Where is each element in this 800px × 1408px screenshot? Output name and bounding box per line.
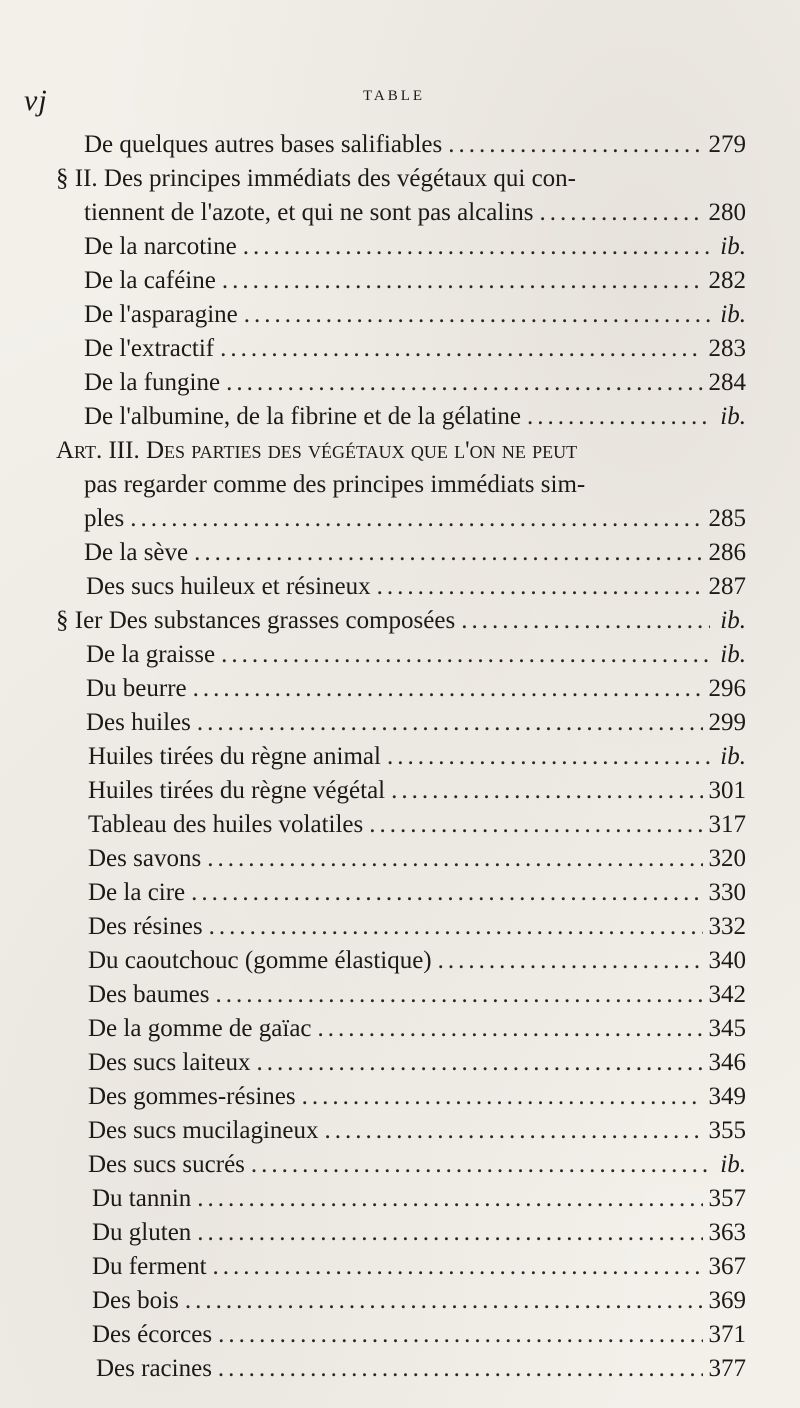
toc-entry-page: 377 [708, 1355, 746, 1382]
toc-entry-title: Des gommes-résines [88, 1083, 296, 1110]
toc-entry [86, 672, 746, 706]
toc-entry [88, 1012, 746, 1046]
toc-entry [84, 230, 746, 264]
toc-entry [88, 774, 746, 808]
toc-entry-title: Du tannin [92, 1185, 192, 1212]
toc-entry-page: 287 [708, 573, 746, 600]
toc-entry-page: ib. [720, 403, 746, 430]
leader-dots [222, 264, 703, 298]
toc-entry [96, 1352, 746, 1386]
leader-dots [540, 196, 703, 230]
leader-dots [191, 876, 702, 910]
leader-dots [130, 502, 702, 536]
leader-dots [527, 400, 710, 434]
leader-dots [243, 230, 710, 264]
toc-entry [92, 1182, 746, 1216]
leader-dots [197, 1182, 702, 1216]
toc-entry-title: Des baumes [88, 981, 210, 1008]
leader-dots [197, 1216, 702, 1250]
toc-entry-title: Des savons [88, 845, 202, 872]
leader-dots [209, 910, 703, 944]
toc-entry [86, 570, 746, 604]
toc-entry-title: tiennent de l'azote, et qui ne sont pas alcalins [84, 199, 534, 226]
toc-entry [92, 1250, 746, 1284]
toc-entry [84, 128, 746, 162]
leader-dots [226, 366, 702, 400]
toc-entry-page: 340 [708, 947, 746, 974]
toc-entry [86, 706, 746, 740]
toc-entry-page: 345 [708, 1015, 746, 1042]
toc-entry-page: 286 [708, 539, 746, 566]
leader-dots [391, 774, 702, 808]
toc-entry-title: Du caoutchouc (gomme élastique) [88, 947, 432, 974]
toc-entry-title: Des bois [92, 1287, 179, 1314]
leader-dots [213, 1250, 703, 1284]
toc-entry [84, 332, 746, 366]
leader-dots [216, 978, 703, 1012]
toc-entry-page: 346 [708, 1049, 746, 1076]
toc-entry-page: ib. [720, 301, 746, 328]
toc-entry-page: ib. [720, 607, 746, 634]
leader-dots [302, 1080, 703, 1114]
toc-entry [84, 264, 746, 298]
toc-entry-title: De la sève [84, 539, 189, 566]
leader-dots [220, 332, 702, 366]
toc-entry-title: Des racines [96, 1355, 212, 1382]
toc-entry-title: Art. III. Des parties des végétaux que l'on ne peut [56, 437, 578, 464]
toc-entry-title: De la gomme de gaïac [88, 1015, 312, 1042]
leader-dots [251, 1148, 710, 1182]
toc-entry [88, 1114, 746, 1148]
leader-dots [377, 570, 703, 604]
toc-entry-title: § Ier Des substances grasses composées [56, 607, 456, 634]
leader-dots [221, 638, 710, 672]
toc-entry-title: Des sucs laiteux [88, 1049, 251, 1076]
leader-dots [194, 536, 702, 570]
toc-entry [92, 1284, 746, 1318]
toc-entry-page: 301 [708, 777, 746, 804]
toc-entry-page: ib. [720, 233, 746, 260]
toc-entry-page: 279 [708, 131, 746, 158]
toc-entry [92, 1216, 746, 1250]
toc-entry [88, 910, 746, 944]
toc-entry [84, 196, 746, 230]
leader-dots [325, 1114, 703, 1148]
toc-entry-page: 284 [708, 369, 746, 396]
toc-entry [84, 536, 746, 570]
toc-entry-title: De l'albumine, de la fibrine et de la gélatine [84, 403, 521, 430]
toc-entry-page: 282 [708, 267, 746, 294]
toc-entry-page: 330 [708, 879, 746, 906]
toc-entry-page: 349 [708, 1083, 746, 1110]
toc-entry-title: Des résines [88, 913, 203, 940]
leader-dots [448, 128, 702, 162]
leader-dots [244, 298, 710, 332]
toc-entry-title: Du gluten [92, 1219, 192, 1246]
toc-entry-title: Huiles tirées du règne animal [88, 743, 381, 770]
toc-entry [56, 604, 746, 638]
leader-dots [185, 1284, 703, 1318]
toc-entry-page: 317 [708, 811, 746, 838]
toc-entry [88, 808, 746, 842]
toc-entry-page: 355 [708, 1117, 746, 1144]
leader-dots [218, 1318, 702, 1352]
leader-dots [318, 1012, 703, 1046]
toc-entry-page: 280 [708, 199, 746, 226]
toc-entry-page: 371 [708, 1321, 746, 1348]
toc-entry-title: De quelques autres bases salifiables [84, 131, 443, 158]
toc-entry-page: 285 [708, 505, 746, 532]
toc-entry-page: 357 [708, 1185, 746, 1212]
toc-entry-page: 299 [708, 709, 746, 736]
toc-entry-title: Des écorces [92, 1321, 213, 1348]
toc-entry-title: De la graisse [86, 641, 216, 668]
toc-entry-title: ples [84, 505, 125, 532]
toc-entry [88, 876, 746, 910]
toc-entry [88, 842, 746, 876]
leader-dots [256, 1046, 702, 1080]
toc-entry-page: 367 [708, 1253, 746, 1280]
toc-section-heading [56, 162, 576, 196]
toc-entry-page: ib. [720, 743, 746, 770]
toc-entry [88, 1046, 746, 1080]
toc-entry-title: pas regarder comme des principes immédiats sim- [84, 471, 586, 498]
toc-entry-title: De l'asparagine [84, 301, 238, 328]
toc-entry-title: Des sucs sucrés [88, 1151, 245, 1178]
toc-entry [84, 400, 746, 434]
leader-dots [387, 740, 710, 774]
toc-entry [84, 366, 746, 400]
leader-dots [197, 706, 703, 740]
toc-entry-continuation [84, 468, 585, 502]
toc-entry-page: 320 [708, 845, 746, 872]
toc-entry-title: De l'extractif [84, 335, 215, 362]
toc-entry-page: 369 [708, 1287, 746, 1314]
toc-entry-title: Tableau des huiles volatiles [88, 811, 364, 838]
toc-entry [88, 978, 746, 1012]
leader-dots [461, 604, 710, 638]
toc-entry [88, 944, 746, 978]
leader-dots [193, 672, 703, 706]
toc-entry [84, 502, 746, 536]
leader-dots [207, 842, 702, 876]
toc-entry [92, 1318, 746, 1352]
page-number: vj [24, 84, 48, 117]
toc-entry-title: Des sucs huileux et résineux [86, 573, 371, 600]
leader-dots [218, 1352, 703, 1386]
toc-entry [84, 298, 746, 332]
toc-entry [86, 638, 746, 672]
toc-entry-title: Des sucs mucilagineux [88, 1117, 319, 1144]
toc-entry-title: Des huiles [86, 709, 191, 736]
toc-entry-page: 296 [708, 675, 746, 702]
toc-entry-page: 332 [708, 913, 746, 940]
running-title: TABLE [362, 88, 426, 104]
leader-dots [438, 944, 703, 978]
toc-entry-title: Du beurre [86, 675, 187, 702]
toc-entry-title: § II. Des principes immédiats des végétaux qui con- [56, 165, 576, 192]
toc-entry-page: 342 [708, 981, 746, 1008]
toc-entry-title: De la fungine [84, 369, 221, 396]
toc-entry [88, 1080, 746, 1114]
toc-entry-title: Huiles tirées du règne végétal [88, 777, 386, 804]
toc-entry-page: ib. [720, 641, 746, 668]
leader-dots [369, 808, 702, 842]
toc-entry [88, 740, 746, 774]
toc-entry-title: Du ferment [92, 1253, 207, 1280]
toc-entry-page: ib. [720, 1151, 746, 1178]
toc-section-heading [56, 434, 577, 468]
toc-entry [88, 1148, 746, 1182]
toc-entry-title: De la narcotine [84, 233, 237, 260]
page-header [24, 84, 764, 117]
toc-entry-title: De la caféine [84, 267, 216, 294]
toc-entry-page: 283 [708, 335, 746, 362]
toc-entry-page: 363 [708, 1219, 746, 1246]
toc-entry-title: De la cire [88, 879, 186, 906]
